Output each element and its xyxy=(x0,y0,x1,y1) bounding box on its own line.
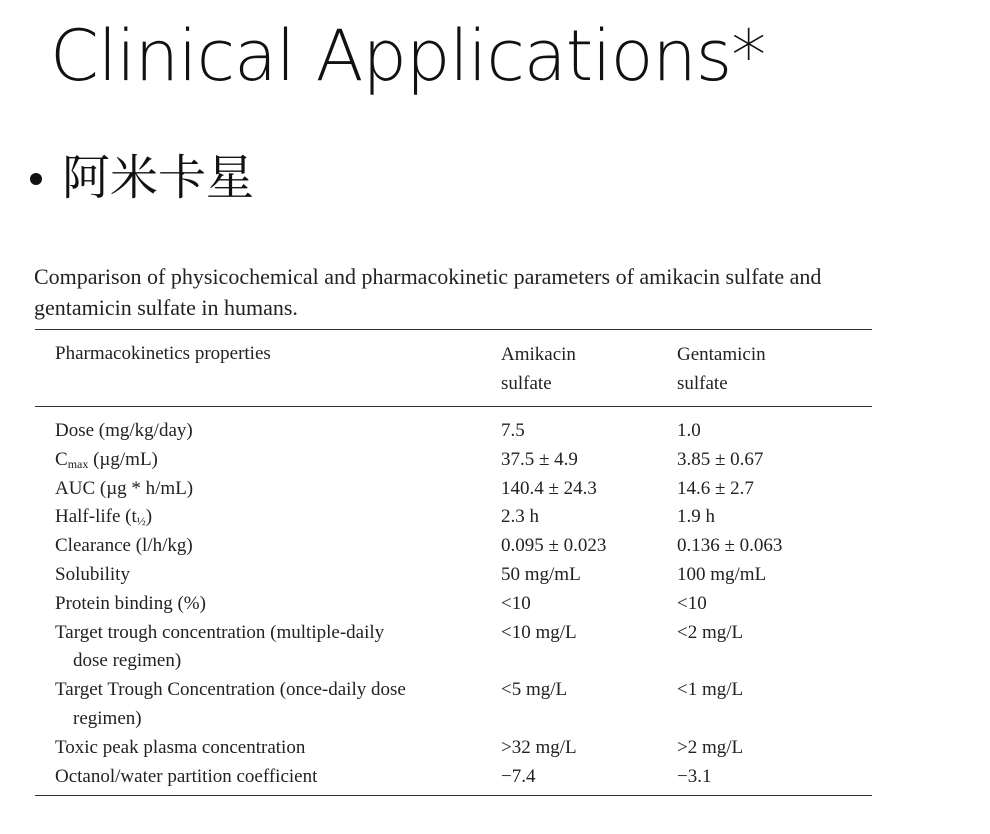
row-property-line1: Target trough concentration (multiple-daily xyxy=(55,621,385,643)
row-gentamicin-value: <10 xyxy=(677,592,707,614)
row-property-rest: ) xyxy=(145,506,153,528)
table-top-rule xyxy=(35,329,872,330)
header-gentamicin-line1: Gentamicin xyxy=(677,344,766,365)
row-property-line2: dose regimen) xyxy=(73,650,182,672)
table-row xyxy=(35,763,872,792)
row-property: AUC (µg * h/mL) xyxy=(55,477,194,499)
comparison-table xyxy=(35,329,872,796)
row-property xyxy=(35,676,501,734)
header-amikacin-line2: sulfate xyxy=(501,373,552,394)
row-amikacin-value: 2.3 h xyxy=(501,506,539,528)
header-property: Pharmacokinetics properties xyxy=(55,343,271,364)
table-row xyxy=(35,417,872,446)
row-amikacin-value: 7.5 xyxy=(501,420,525,441)
row-gentamicin-value: −3.1 xyxy=(677,765,712,787)
row-gentamicin-value: >2 mg/L xyxy=(677,736,744,758)
row-property-sub: ½ xyxy=(136,514,146,529)
header-amikacin xyxy=(501,340,677,398)
header-gentamicin xyxy=(677,340,872,398)
row-property-line2: regimen) xyxy=(73,707,142,729)
table-row xyxy=(35,446,872,475)
row-gentamicin-value: 1.0 xyxy=(677,420,701,441)
row-property: Clearance (l/h/kg) xyxy=(55,535,193,557)
row-amikacin-value: 0.095 ± 0.023 xyxy=(501,535,607,557)
table-row xyxy=(35,503,872,532)
row-amikacin-value: 140.4 ± 24.3 xyxy=(501,477,597,499)
table-row xyxy=(35,532,872,561)
row-property xyxy=(35,446,501,475)
slide-title: Clinical Applications* xyxy=(50,15,766,97)
row-property-main: C xyxy=(55,448,68,470)
row-gentamicin-value: <2 mg/L xyxy=(677,621,744,643)
row-amikacin-value: −7.4 xyxy=(501,765,536,787)
table-row xyxy=(35,619,872,677)
row-property: Dose (mg/kg/day) xyxy=(55,420,193,441)
row-amikacin-value: >32 mg/L xyxy=(501,736,577,758)
header-amikacin-line1: Amikacin xyxy=(501,344,576,365)
row-amikacin-value: 50 mg/mL xyxy=(501,563,581,585)
table-row xyxy=(35,475,872,504)
row-amikacin-value: <10 mg/L xyxy=(501,621,577,643)
row-property-rest: (µg/mL) xyxy=(88,448,158,470)
row-amikacin-value: 37.5 ± 4.9 xyxy=(501,448,578,470)
table-header-row xyxy=(35,340,872,398)
row-amikacin-value: <10 xyxy=(501,592,531,614)
row-property: Protein binding (%) xyxy=(55,592,206,614)
row-property: Solubility xyxy=(55,563,130,585)
bullet-dot xyxy=(30,173,42,185)
row-property: Octanol/water partition coefficient xyxy=(55,765,318,787)
row-property-line1: Target Trough Concentration (once-daily dose xyxy=(55,679,406,701)
table-header-rule xyxy=(35,406,872,407)
bullet-text: 阿米卡星 xyxy=(62,150,255,206)
row-gentamicin-value: 1.9 h xyxy=(677,506,715,528)
header-gentamicin-line2: sulfate xyxy=(677,373,728,394)
row-property xyxy=(35,619,501,677)
row-property: Toxic peak plasma concentration xyxy=(55,736,306,758)
row-property-sub: max xyxy=(67,456,89,471)
row-gentamicin-value: 0.136 ± 0.063 xyxy=(677,535,783,557)
row-gentamicin-value: <1 mg/L xyxy=(677,679,744,701)
table-bottom-rule xyxy=(35,795,872,796)
table-row xyxy=(35,676,872,734)
table-row xyxy=(35,590,872,619)
row-property xyxy=(35,503,501,532)
table-row xyxy=(35,734,872,763)
row-gentamicin-value: 14.6 ± 2.7 xyxy=(677,477,754,499)
row-gentamicin-value: 100 mg/mL xyxy=(677,563,767,585)
bullet-item xyxy=(30,150,254,208)
row-gentamicin-value: 3.85 ± 0.67 xyxy=(677,448,764,470)
row-property-main: Half-life (t xyxy=(55,506,137,528)
table-caption: Comparison of physicochemical and pharmacokinetic parameters of amikacin sulfate and gentamicin sulfate in humans. xyxy=(34,264,822,320)
row-amikacin-value: <5 mg/L xyxy=(501,679,568,701)
table-row xyxy=(35,561,872,590)
